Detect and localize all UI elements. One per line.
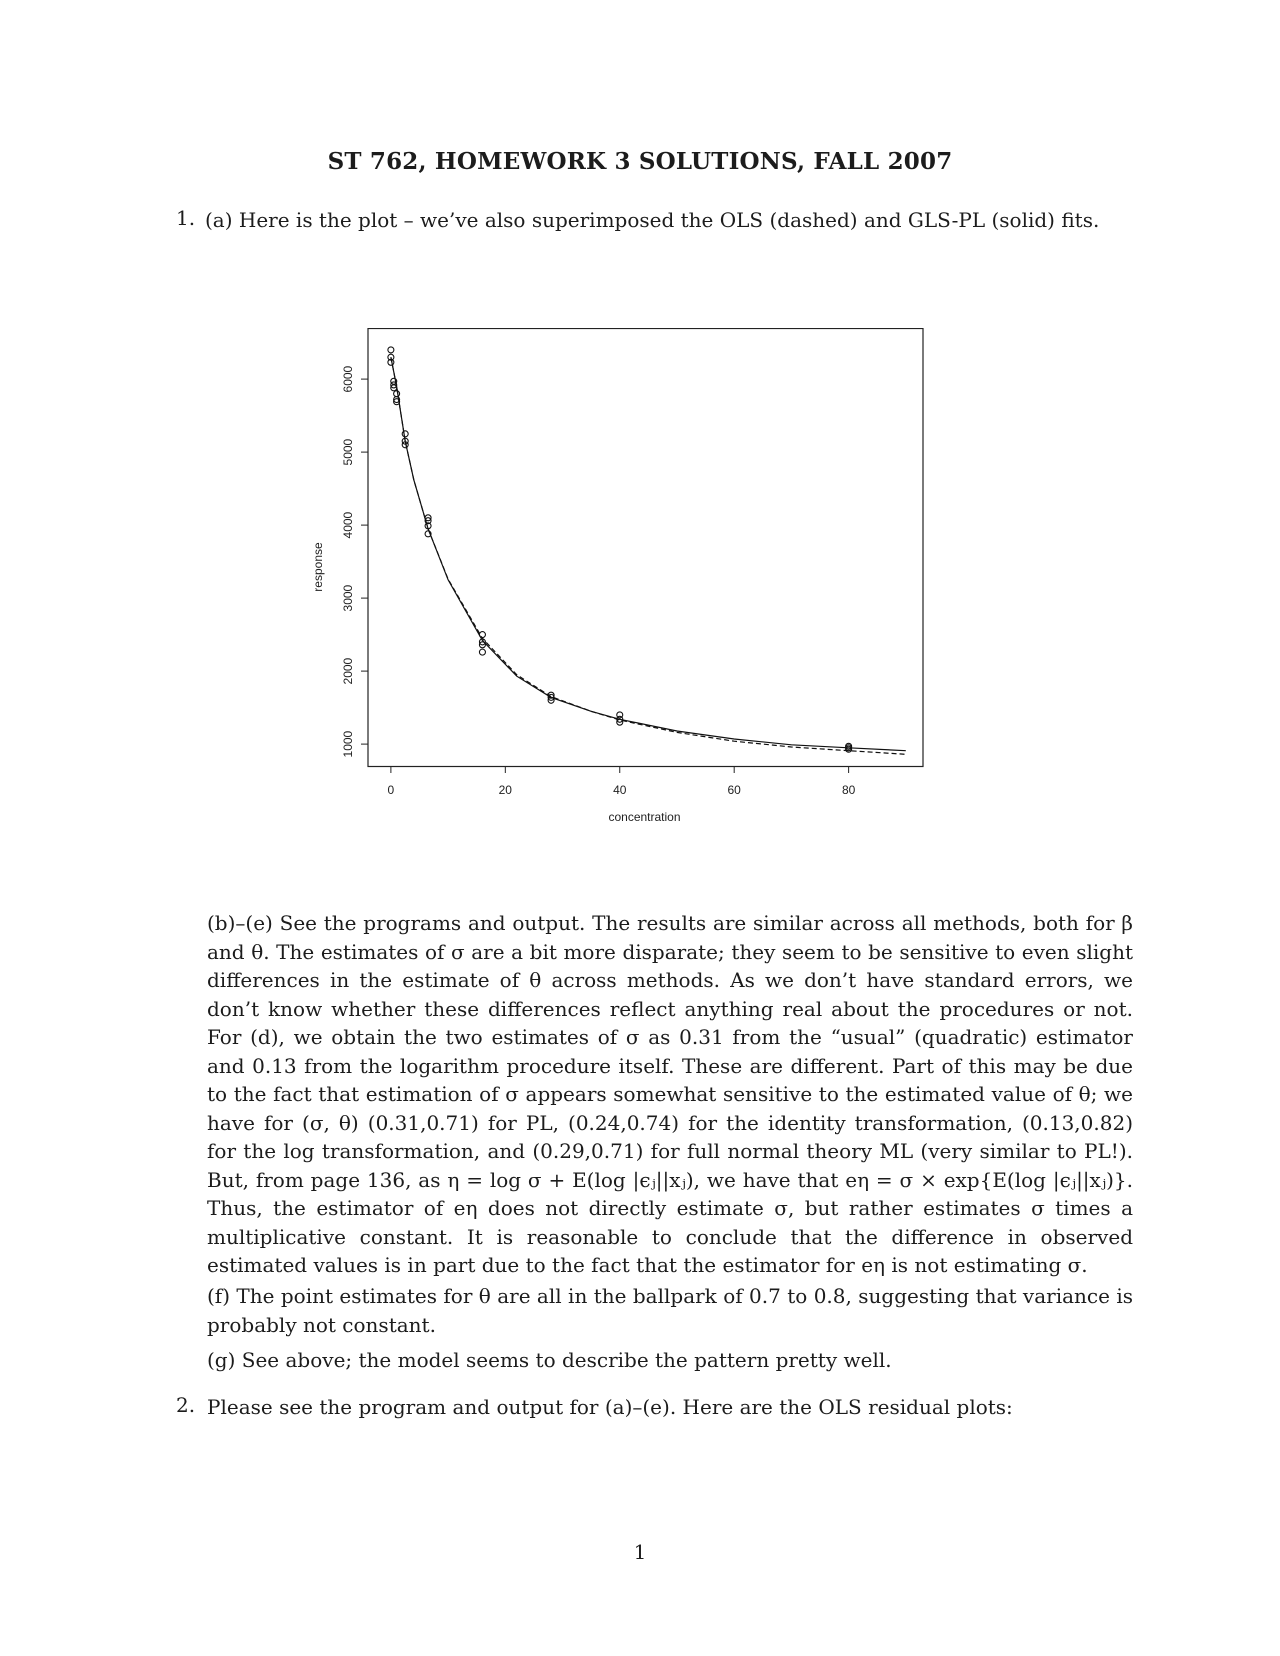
x-tick-label: 20: [498, 783, 512, 797]
x-axis-label: concentration: [608, 810, 681, 824]
gls-pl-fit-line: [391, 357, 906, 751]
y-tick-label: 1000: [341, 730, 355, 758]
x-tick-label: 0: [387, 783, 395, 797]
question-1a-text: (a) Here is the plot – we’ve also superimposed the OLS (dashed) and GLS-PL (solid) fits.: [205, 208, 1100, 232]
y-tick-label: 6000: [341, 365, 355, 393]
data-point: [479, 649, 485, 655]
x-tick-label: 40: [613, 783, 627, 797]
x-tick-label: 80: [841, 783, 856, 797]
question-1-number: 1.: [176, 206, 196, 230]
ols-fit-line: [391, 357, 906, 754]
y-tick-label: 2000: [341, 657, 355, 685]
scatter-chart: [300, 328, 1000, 868]
data-point: [479, 632, 485, 638]
page-title: ST 762, HOMEWORK 3 SOLUTIONS, FALL 2007: [327, 148, 953, 175]
x-tick-label: 60: [727, 783, 741, 797]
y-tick-label: 4000: [341, 511, 355, 539]
y-axis-label: response: [311, 542, 325, 592]
question-2-text: Please see the program and output for (a)–(e). Here are the OLS residual plots:: [207, 1395, 1013, 1419]
y-tick-label: 3000: [341, 584, 355, 612]
question-2-number: 2.: [176, 1393, 196, 1417]
y-tick-label: 5000: [341, 438, 355, 466]
data-point: [394, 391, 400, 397]
question-1f-text: (f) The point estimates for θ are all in the ballpark of 0.7 to 0.8, suggesting that variance is probably not constant.: [207, 1284, 1133, 1337]
question-1b-e-text: (b)–(e) See the programs and output. The results are similar across all methods, both for β and θ. The estimates of σ are a bit more disparate; they seem to be sensitive to even slight differences in the estimate of θ across methods. As we don’t have standard errors, we don’t know whether these differences reflect anything real about the procedures or not. For (d), we obtain the two estimates of σ as 0.31 from the “usual” (quadratic) estimator and 0.13 from the logarithm procedure itself. These are different. Part of this may be due to the fact that estimation of σ appears somewhat sensitive to the estimated value of θ; we have for (σ, θ) (0.31,0.71) for PL, (0.24,0.74) for the identity transformation, (0.13,0.82) for the log transformation, and (0.29,0.71) for full normal theory ML (very similar to PL!). But, from page 136, as η = log σ + E(log |ϵⱼ||xⱼ), we have that eη = σ × exp{E(log |ϵⱼ||xⱼ)}. Thus, the estimator of eη does not directly estimate σ, but rather estimates σ times a multiplicative constant. It is reasonable to conclude that the difference in observed estimated values is in part due to the fact that the estimator for eη is not estimating σ.: [207, 911, 1134, 1277]
question-1g-text: (g) See above; the model seems to describe the pattern pretty well.: [207, 1348, 892, 1372]
data-point: [388, 347, 394, 353]
page-number: 1: [633, 1540, 647, 1564]
chart-svg: [300, 328, 1000, 868]
plot-frame: [368, 329, 923, 767]
data-point: [402, 431, 408, 437]
